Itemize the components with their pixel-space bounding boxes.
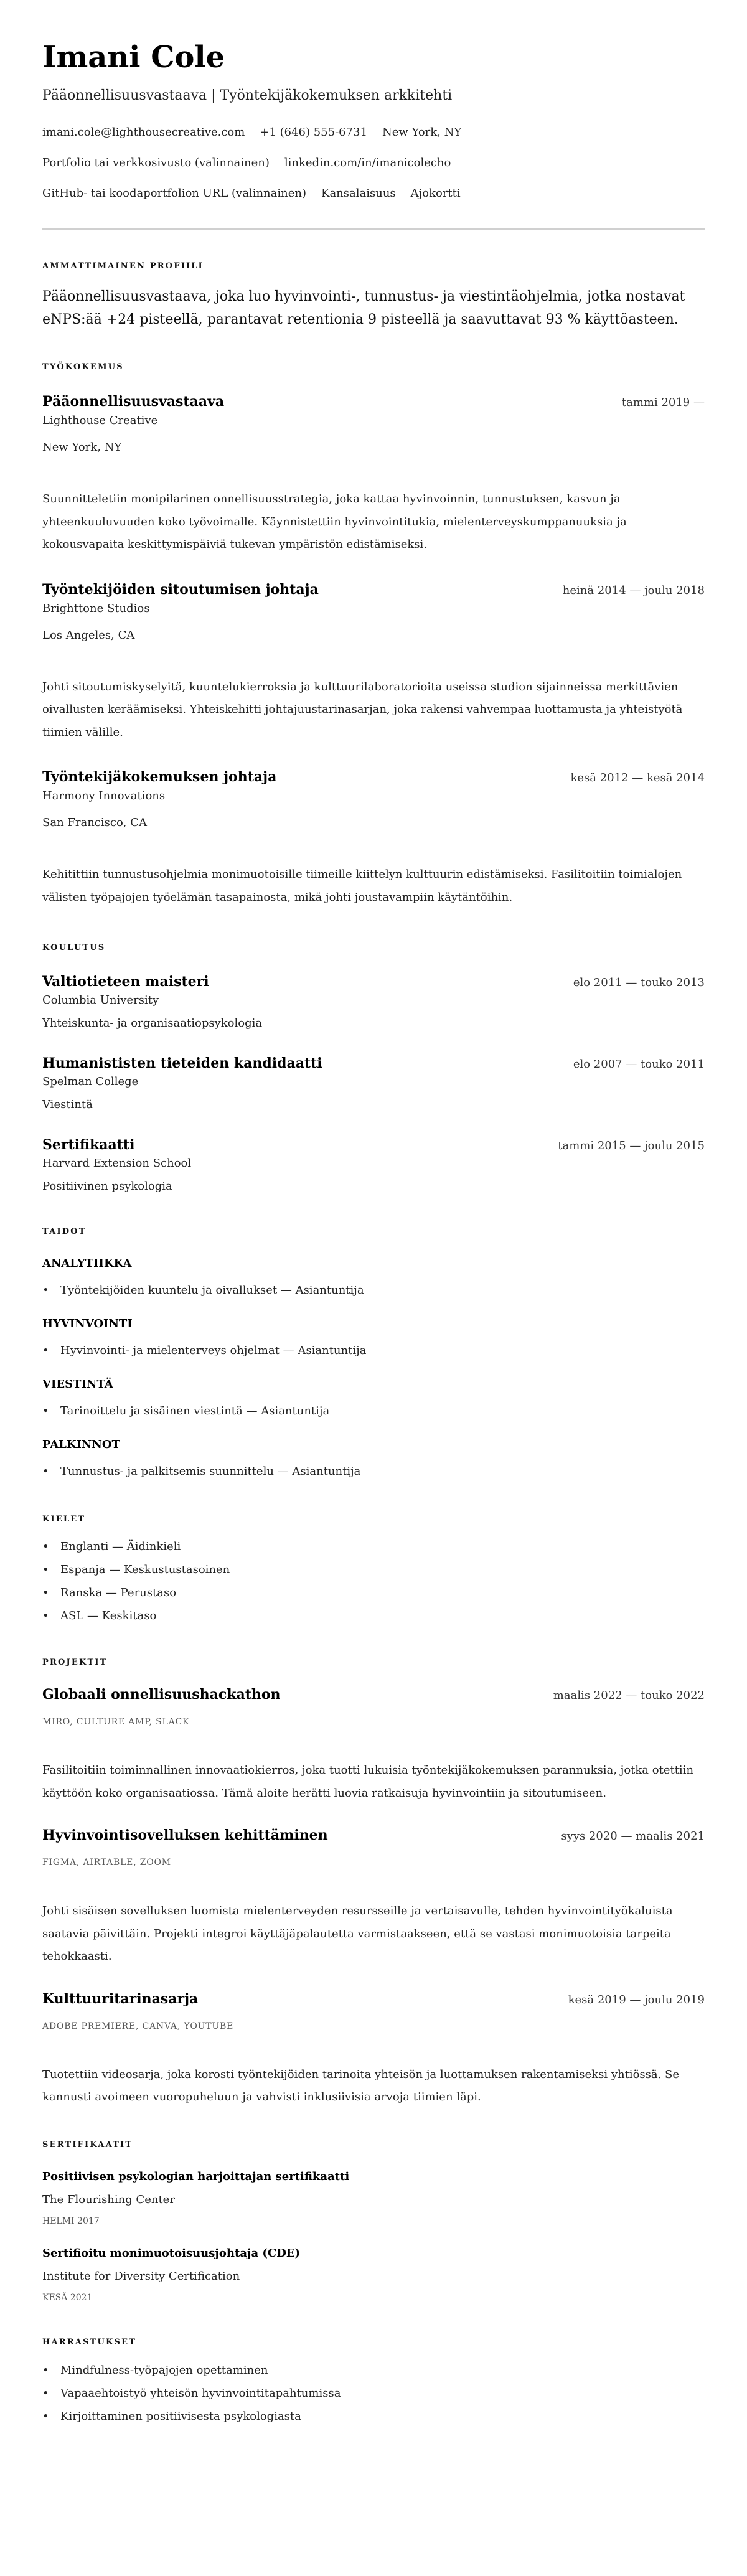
- hobby-item: • Mindfulness-työpajojen opettaminen: [42, 2363, 705, 2378]
- certification-entry: [42, 2169, 705, 2227]
- education-section: [42, 942, 705, 1194]
- education-entry: [42, 1055, 705, 1112]
- portfolio-link[interactable]: Portfolio tai verkkosivusto (valinnainen): [42, 156, 270, 169]
- degree: Humanististen tieteiden kandidaatti: [42, 1055, 322, 1071]
- skill-category: PALKINNOT: [42, 1438, 120, 1451]
- projects-section: [42, 1657, 705, 2109]
- skill-category: ANALYTIIKKA: [42, 1257, 132, 1270]
- location: New York, NY: [382, 126, 462, 139]
- certification-issuer: The Flourishing Center: [42, 2193, 175, 2206]
- headline: Pääonnellisuusvastaava | Työntekijäkokemuksen arkkitehti: [42, 88, 453, 103]
- citizenship: Kansalaisuus: [321, 187, 396, 200]
- job-entry: [42, 393, 705, 557]
- phone: +1 (646) 555-6731: [260, 126, 367, 139]
- job-location: Los Angeles, CA: [42, 628, 135, 642]
- header-divider: [42, 228, 705, 230]
- school: Harvard Extension School: [42, 1157, 192, 1170]
- project-dates: maalis 2022 — touko 2022: [553, 1689, 705, 1702]
- hobbies-section: [42, 2337, 705, 2424]
- education-entry: [42, 1136, 705, 1194]
- skill-item: • Hyvinvointi- ja mielenterveys ohjelmat — Asiantuntija: [42, 1343, 705, 1358]
- project-description: Fasilitoitiin toiminnallinen innovaatiokierros, joka tuotti lukuisia työntekijäkokemuksen parannuksia, jotka otettiin käyttöön koko organisaatiossa. Tämä aloite herätti luovia ratkaisuja hyvinvointiin ja sitoutumiseen.: [42, 1764, 694, 1800]
- language-item: • ASL — Keskitaso: [42, 1609, 705, 1624]
- profile-text: Pääonnellisuusvastaava, joka luo hyvinvointi-, tunnustus- ja viestintäohjelmia, jotka nostavat eNPS:ää +24 pisteellä, parantavat retentionia 9 pisteellä ja saavuttavat 93 % käyttöasteen.: [42, 289, 685, 327]
- project-entry: [42, 1826, 705, 1968]
- certification-entry: [42, 2246, 705, 2304]
- job-description: Suunnitteletiin monipilarinen onnellisuusstrategia, joka kattaa hyvinvoinnin, tunnustuksen, kasvun ja yhteenkuuluvuuden koko työvoimalle. Käynnistettiin hyvinvointitukia, mielenterveyskumppanuuksia ja kokousvapaita keskittymispäiviä tukevan ympäristön edistämiseksi.: [42, 492, 627, 551]
- job-title: Työntekijäkokemuksen johtaja: [42, 769, 277, 785]
- field-of-study: Viestintä: [42, 1098, 93, 1111]
- certification-date: KESÄ 2021: [42, 2292, 93, 2303]
- job-dates: tammi 2019 —: [621, 396, 705, 409]
- job-description: Kehitittiin tunnustusohjelmia monimuotoisille tiimeille kiittelyn kulttuurin edistämiseksi. Fasilitoitiin toimialojen välisten työpajojen työelämän tasapainosta, mikä johti joustavampiin käytäntöihin.: [42, 868, 682, 904]
- project-entry: [42, 1686, 705, 1805]
- project-title: Kulttuuritarinasarja: [42, 1990, 199, 2007]
- project-title: Hyvinvointisovelluksen kehittäminen: [42, 1827, 328, 1843]
- certification-date: HELMI 2017: [42, 2216, 100, 2226]
- language-item: • Espanja — Keskustustasoinen: [42, 1563, 705, 1577]
- job-entry: [42, 768, 705, 909]
- education-dates: tammi 2015 — joulu 2015: [558, 1139, 705, 1152]
- email-link[interactable]: imani.cole@lighthousecreative.com: [42, 126, 245, 139]
- languages-section: [42, 1514, 705, 1624]
- skill-category: HYVINVOINTI: [42, 1317, 133, 1330]
- certification-title: Sertifioitu monimuotoisuusjohtaja (CDE): [42, 2246, 301, 2260]
- section-heading: TYÖKOKEMUS: [42, 362, 124, 372]
- profile-section: [42, 261, 705, 331]
- linkedin-link[interactable]: linkedin.com/in/imanicolecho: [284, 156, 451, 169]
- job-description: Johti sitoutumiskyselyitä, kuuntelukierroksia ja kulttuurilaboratorioita useissa studion sijainneissa merkittävien oivallusten keräämiseksi. Yhteiskehitti johtajuustarinasarjan, joka rakensi vahvempaa luottamusta ja yhteistyötä tiimien välille.: [42, 680, 683, 739]
- certifications-section: [42, 2140, 705, 2304]
- section-heading: HARRASTUKSET: [42, 2337, 137, 2347]
- section-heading: AMMATTIMAINEN PROFIILI: [42, 261, 204, 271]
- certification-issuer: Institute for Diversity Certification: [42, 2269, 240, 2283]
- skill-category: VIESTINTÄ: [42, 1378, 113, 1391]
- section-heading: KOULUTUS: [42, 943, 106, 952]
- project-entry: [42, 1990, 705, 2109]
- hobby-item: • Vapaaehtoistyö yhteisön hyvinvointitapahtumissa: [42, 2386, 705, 2401]
- job-title: Pääonnellisuusvastaava: [42, 393, 225, 410]
- job-dates: heinä 2014 — joulu 2018: [562, 583, 705, 597]
- degree: Sertifikaatti: [42, 1137, 135, 1153]
- section-heading: KIELET: [42, 1515, 86, 1524]
- language-item: • Ranska — Perustaso: [42, 1586, 705, 1601]
- section-heading: SERTIFIKAATIT: [42, 2140, 133, 2150]
- section-heading: PROJEKTIT: [42, 1658, 108, 1667]
- project-dates: syys 2020 — maalis 2021: [561, 1830, 705, 1843]
- github-link[interactable]: GitHub- tai koodaportfolion URL (valinnainen): [42, 187, 306, 200]
- job-entry: [42, 581, 705, 745]
- project-title: Globaali onnellisuushackathon: [42, 1686, 281, 1703]
- project-description: Johti sisäisen sovelluksen luomista mielenterveyden resursseille ja vertaisavulle, tehden hyvinvointityökaluista saatavia päivittäin. Projekti integroi käyttäjäpalautetta varmistaakseen, että se vastasi monimuotoisia tarpeita tehokkaasti.: [42, 1904, 673, 1963]
- company: Brighttone Studios: [42, 601, 150, 615]
- job-dates: kesä 2012 — kesä 2014: [570, 771, 705, 784]
- section-heading: TAIDOT: [42, 1227, 87, 1236]
- company: Lighthouse Creative: [42, 414, 158, 427]
- experience-section: [42, 362, 705, 909]
- certification-title: Positiivisen psykologian harjoittajan sertifikaatti: [42, 2169, 350, 2183]
- project-tech: MIRO, CULTURE AMP, SLACK: [42, 1717, 190, 1727]
- drivers-license: Ajokortti: [410, 187, 461, 200]
- hobby-item: • Kirjoittaminen positiivisesta psykologiasta: [42, 2409, 705, 2424]
- field-of-study: Positiivinen psykologia: [42, 1180, 172, 1193]
- job-location: San Francisco, CA: [42, 816, 148, 829]
- education-entry: [42, 973, 705, 1031]
- contact-row: [42, 186, 705, 201]
- skill-item: • Tarinoittelu ja sisäinen viestintä — Asiantuntija: [42, 1404, 705, 1419]
- resume-header: [42, 40, 705, 201]
- project-description: Tuotettiin videosarja, joka korosti työntekijöiden tarinoita yhteisön ja luottamuksen rakentamiseksi yhtiössä. Se kannusti avoimeen vuoropuheluun ja vahvisti inklusiivisia arvoja tiimien läpi.: [42, 2067, 680, 2104]
- candidate-name: Imani Cole: [42, 40, 225, 75]
- contact-row: [42, 125, 705, 140]
- job-title: Työntekijöiden sitoutumisen johtaja: [42, 581, 319, 598]
- education-dates: elo 2011 — touko 2013: [573, 976, 705, 989]
- project-dates: kesä 2019 — joulu 2019: [568, 1993, 705, 2006]
- project-tech: FIGMA, AIRTABLE, ZOOM: [42, 1858, 171, 1868]
- school: Spelman College: [42, 1075, 139, 1088]
- field-of-study: Yhteiskunta- ja organisaatiopsykologia: [42, 1017, 263, 1030]
- company: Harmony Innovations: [42, 789, 166, 802]
- contact-row: [42, 156, 705, 171]
- skill-item: • Työntekijöiden kuuntelu ja oivallukset — Asiantuntija: [42, 1283, 705, 1298]
- education-dates: elo 2007 — touko 2011: [573, 1058, 705, 1071]
- degree: Valtiotieteen maisteri: [42, 974, 209, 990]
- school: Columbia University: [42, 994, 159, 1007]
- job-location: New York, NY: [42, 441, 122, 454]
- skill-item: • Tunnustus- ja palkitsemis suunnittelu — Asiantuntija: [42, 1464, 705, 1479]
- skills-section: [42, 1226, 705, 1479]
- language-item: • Englanti — Äidinkieli: [42, 1539, 705, 1554]
- project-tech: ADOBE PREMIERE, CANVA, YOUTUBE: [42, 2021, 234, 2031]
